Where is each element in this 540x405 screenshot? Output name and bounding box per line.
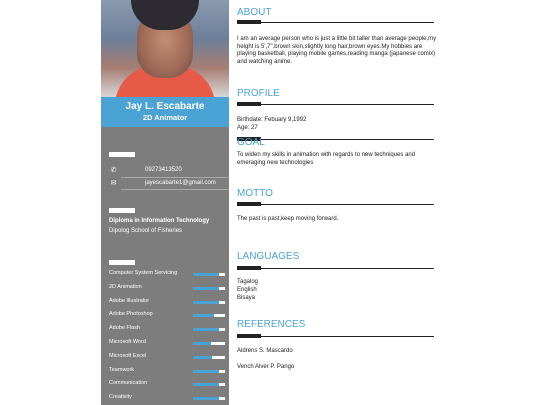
- skill-level-fill: [193, 314, 214, 317]
- motto-text: The past is past,keep moving forward.: [237, 216, 339, 222]
- profile-birthdate: Birthdate: Febuary 9,1992: [237, 117, 307, 123]
- sidebar: [101, 0, 229, 405]
- person-name: Jay L. Escabarte: [125, 101, 205, 112]
- education-heading-bar: [109, 208, 135, 213]
- skill-level-track: [193, 383, 225, 386]
- contact-phone: 09273413520: [145, 167, 182, 173]
- skill-level-fill: [193, 397, 219, 400]
- resume-sheet: [101, 0, 438, 405]
- about-rule-bar: [237, 20, 261, 24]
- references-heading: REFERENCES: [237, 319, 306, 330]
- skill-label: Adobe Photoshop: [109, 311, 153, 318]
- goal-rule: [237, 139, 434, 140]
- profile-heading: PROFILE: [237, 88, 280, 99]
- skills-heading-bar: [109, 260, 135, 265]
- skill-row: [109, 380, 227, 390]
- skill-level-track: [193, 301, 225, 304]
- languages-rule: [237, 268, 434, 269]
- skill-level-track: [193, 342, 225, 345]
- skill-level-track: [193, 356, 225, 359]
- skill-level-fill: [193, 370, 219, 373]
- languages-rule-bar: [237, 266, 261, 270]
- skill-label: Microsoft Excel: [109, 352, 147, 359]
- skill-row: [109, 353, 227, 363]
- reference-item: Vench Alver P. Pango: [237, 364, 295, 370]
- skill-row: [109, 270, 227, 280]
- person-role: 2D Animator: [142, 113, 188, 122]
- skill-row: [109, 284, 227, 294]
- references-rule: [237, 336, 434, 337]
- skill-row: [109, 325, 227, 335]
- skill-label: 2D Animation: [109, 283, 142, 290]
- education-degree: Diploma in Information Technology: [109, 218, 210, 224]
- skill-level-fill: [193, 356, 212, 359]
- skill-level-fill: [193, 287, 219, 290]
- skill-level-track: [193, 287, 225, 290]
- skill-row: [109, 339, 227, 349]
- skill-row: [109, 298, 227, 308]
- contact-divider: [121, 177, 229, 178]
- goal-heading: GOAL: [237, 137, 265, 148]
- skill-label: Creativity: [109, 394, 132, 401]
- motto-heading: MOTTO: [237, 188, 273, 199]
- skill-level-track: [193, 370, 225, 373]
- motto-rule-bar: [237, 202, 261, 206]
- phone-icon: ✆: [110, 167, 117, 174]
- profile-rule: [237, 104, 434, 105]
- skill-level-track: [193, 273, 225, 276]
- skill-label: Adobe Illustrator: [109, 297, 150, 304]
- skill-row: [109, 311, 227, 321]
- skill-level-fill: [193, 342, 211, 345]
- skill-level-track: [193, 397, 225, 400]
- profile-photo: [101, 0, 229, 97]
- skill-level-fill: [193, 273, 219, 276]
- skill-level-track: [193, 314, 225, 317]
- mail-icon: ✉: [110, 180, 117, 187]
- skill-label: Communication: [109, 380, 148, 387]
- motto-rule: [237, 204, 434, 205]
- main-content: [229, 0, 438, 405]
- contact-email: jayescabarte1@gmail.com: [145, 180, 216, 186]
- skill-level-track: [193, 328, 225, 331]
- about-text: I am an average person who is just a little bit taller than average people,my height is 5',7",brown skin,slightly long hair,brown eyes.My hobbies are playing basketball, playing mobile games,reading manga (japanese comix) and watching anime.: [237, 36, 437, 65]
- skill-row: [109, 367, 227, 377]
- name-banner: [101, 97, 229, 127]
- profile-rule-bar: [237, 102, 261, 106]
- skill-row: [109, 394, 227, 404]
- education-school: Dipolog School of Fisheries: [109, 228, 183, 234]
- language-item: English: [237, 287, 257, 293]
- profile-age: Age: 27: [237, 125, 258, 131]
- skill-label: Microsoft Word: [109, 339, 146, 345]
- language-item: Bisaya: [237, 295, 256, 301]
- language-item: Tagalog: [237, 279, 259, 285]
- about-rule: [237, 22, 434, 23]
- skill-label: Teamwork: [109, 366, 135, 373]
- languages-heading: LANGUAGES: [237, 251, 300, 262]
- reference-item: Aldrens S. Mascardo: [237, 348, 293, 354]
- skill-label: Computer System Servicing: [109, 270, 178, 276]
- contact-divider: [121, 189, 229, 190]
- skill-level-fill: [193, 383, 219, 386]
- references-rule-bar: [237, 334, 261, 338]
- skill-level-fill: [193, 328, 219, 331]
- skill-level-fill: [193, 301, 219, 304]
- goal-text: To widen my skills in animation with regards to new techniques and emeraging new technologies: [237, 152, 416, 166]
- about-heading: ABOUT: [237, 7, 272, 18]
- contact-heading-bar: [109, 152, 135, 157]
- skill-label: Adobe Flash: [109, 325, 140, 332]
